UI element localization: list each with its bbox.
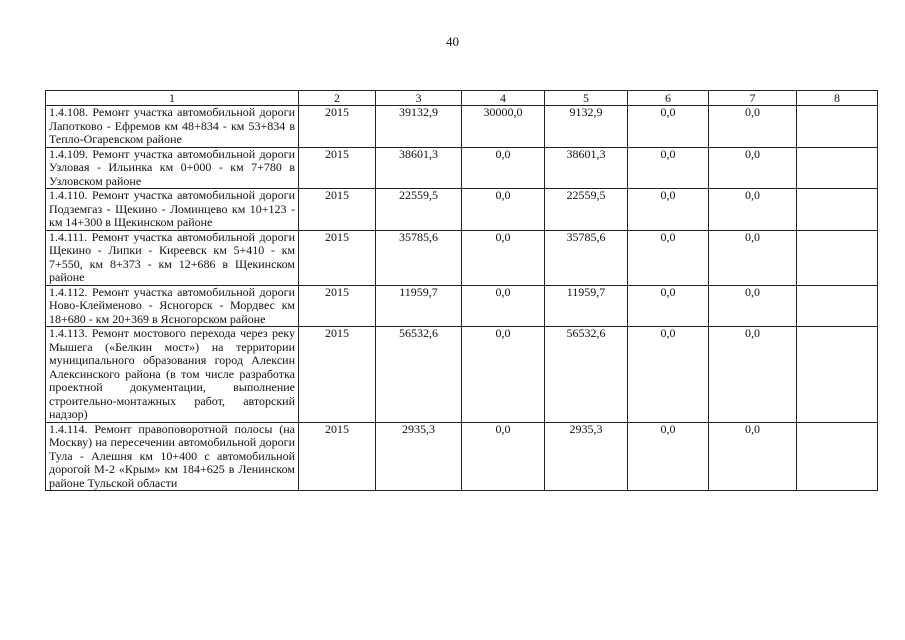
row-col5: 56532,6 xyxy=(545,327,628,423)
row-col4: 0,0 xyxy=(462,147,545,189)
row-col8 xyxy=(797,285,878,327)
row-description: 1.4.113. Ремонт мостового перехода через реку Мышега («Белкин мост») на территории муниципального образования город Алексин Алексинского района (в том числе разработка проектной документации, выполнение строительно-монтажных работ, авторский надзор) xyxy=(46,327,299,423)
row-year: 2015 xyxy=(299,327,376,423)
row-col5: 11959,7 xyxy=(545,285,628,327)
row-col7: 0,0 xyxy=(709,106,797,148)
row-col7: 0,0 xyxy=(709,189,797,231)
row-col5: 38601,3 xyxy=(545,147,628,189)
column-header: 1 xyxy=(46,91,299,106)
table-row xyxy=(46,422,878,491)
table-row xyxy=(46,327,878,423)
header-row xyxy=(46,91,878,106)
row-col6: 0,0 xyxy=(628,189,709,231)
row-col5: 22559,5 xyxy=(545,189,628,231)
row-description: 1.4.110. Ремонт участка автомобильной дороги Подземгаз - Щекино - Ломинцево км 10+123 - км 14+300 в Щекинском районе xyxy=(46,189,299,231)
row-col7: 0,0 xyxy=(709,327,797,423)
row-col6: 0,0 xyxy=(628,230,709,285)
row-col6: 0,0 xyxy=(628,327,709,423)
row-description: 1.4.114. Ремонт правоповоротной полосы (на Москву) на пересечении автомобильной дороги Тула - Алешня км 10+400 с автомобильной дорогой М-2 «Крым» км 184+625 в Ленинском районе Тульской области xyxy=(46,422,299,491)
row-year: 2015 xyxy=(299,285,376,327)
table-row xyxy=(46,147,878,189)
row-col7: 0,0 xyxy=(709,147,797,189)
column-header: 7 xyxy=(709,91,797,106)
page-number: 40 xyxy=(446,34,459,49)
row-description: 1.4.109. Ремонт участка автомобильной дороги Узловая - Ильинка км 0+000 - км 7+780 в Узловском районе xyxy=(46,147,299,189)
row-col8 xyxy=(797,106,878,148)
row-year: 2015 xyxy=(299,422,376,491)
table-row xyxy=(46,285,878,327)
row-total: 35785,6 xyxy=(376,230,462,285)
row-total: 39132,9 xyxy=(376,106,462,148)
row-col6: 0,0 xyxy=(628,422,709,491)
row-col8 xyxy=(797,422,878,491)
row-description: 1.4.108. Ремонт участка автомобильной дороги Лапотково - Ефремов км 48+834 - км 53+834 в Тепло-Огаревском районе xyxy=(46,106,299,148)
row-col4: 0,0 xyxy=(462,189,545,231)
row-col7: 0,0 xyxy=(709,422,797,491)
table-row xyxy=(46,230,878,285)
row-col6: 0,0 xyxy=(628,147,709,189)
row-col4: 0,0 xyxy=(462,285,545,327)
row-year: 2015 xyxy=(299,147,376,189)
row-col8 xyxy=(797,147,878,189)
column-header: 2 xyxy=(299,91,376,106)
row-total: 11959,7 xyxy=(376,285,462,327)
row-year: 2015 xyxy=(299,189,376,231)
row-description: 1.4.111. Ремонт участка автомобильной дороги Щекино - Липки - Киреевск км 5+410 - км 7+550, км 8+373 - км 12+686 в Щекинском районе xyxy=(46,230,299,285)
row-col7: 0,0 xyxy=(709,285,797,327)
row-year: 2015 xyxy=(299,106,376,148)
row-description: 1.4.112. Ремонт участка автомобильной дороги Ново-Клейменово - Ясногорск - Мордвес км 18+680 - км 20+369 в Ясногорском районе xyxy=(46,285,299,327)
row-total: 22559,5 xyxy=(376,189,462,231)
table-row xyxy=(46,106,878,148)
row-col5: 35785,6 xyxy=(545,230,628,285)
row-col4: 0,0 xyxy=(462,422,545,491)
row-col8 xyxy=(797,230,878,285)
column-header: 5 xyxy=(545,91,628,106)
column-header: 3 xyxy=(376,91,462,106)
table-row xyxy=(46,189,878,231)
row-col4: 0,0 xyxy=(462,327,545,423)
row-col7: 0,0 xyxy=(709,230,797,285)
row-total: 38601,3 xyxy=(376,147,462,189)
row-year: 2015 xyxy=(299,230,376,285)
row-col5: 2935,3 xyxy=(545,422,628,491)
row-total: 2935,3 xyxy=(376,422,462,491)
row-total: 56532,6 xyxy=(376,327,462,423)
row-col4: 0,0 xyxy=(462,230,545,285)
row-col8 xyxy=(797,327,878,423)
row-col6: 0,0 xyxy=(628,285,709,327)
row-col5: 9132,9 xyxy=(545,106,628,148)
row-col6: 0,0 xyxy=(628,106,709,148)
column-header: 4 xyxy=(462,91,545,106)
row-col4: 30000,0 xyxy=(462,106,545,148)
column-header: 6 xyxy=(628,91,709,106)
column-header: 8 xyxy=(797,91,878,106)
row-col8 xyxy=(797,189,878,231)
budget-table xyxy=(45,90,878,491)
